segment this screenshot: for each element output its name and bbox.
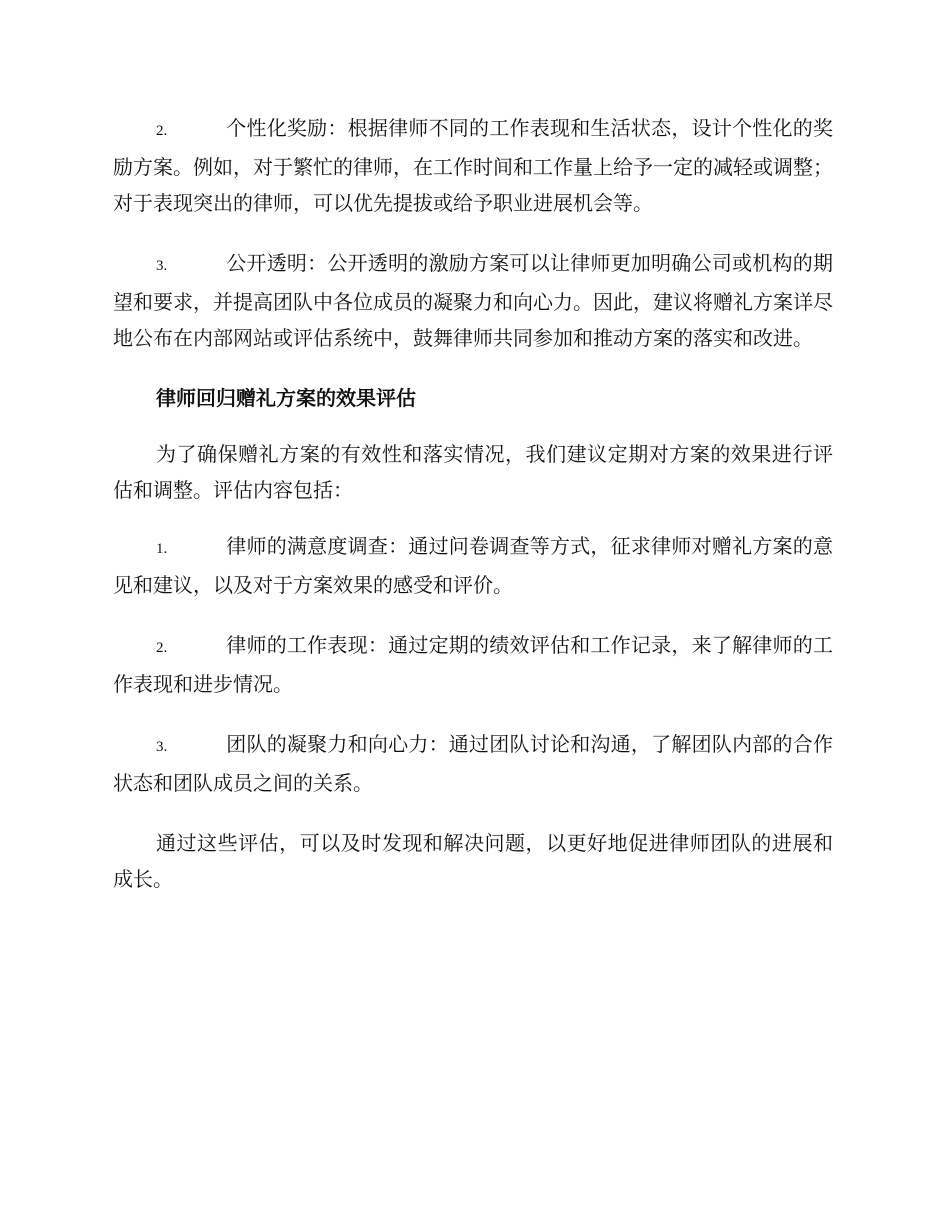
- list-item-team-cohesion: [113, 726, 833, 801]
- list-item-text: 律师的工作表现：通过定期的绩效评估和工作记录，来了解律师的工作表现和进步情况。: [113, 633, 833, 696]
- list-number: 3.: [156, 258, 168, 274]
- list-number: 2.: [156, 640, 168, 656]
- list-number: 2.: [156, 123, 168, 139]
- list-item-personalized-reward: [113, 110, 833, 221]
- list-item-satisfaction-survey: [113, 528, 833, 603]
- section-heading: 律师回归赠礼方案的效果评估: [156, 386, 416, 410]
- list-number: 1.: [156, 541, 168, 557]
- list-item-text: 律师的满意度调查：通过问卷调查等方式，征求律师对赠礼方案的意见和建议，以及对于方案效果的感受和评价。: [113, 534, 833, 597]
- list-item-work-performance: [113, 627, 833, 702]
- list-number: 3.: [156, 739, 168, 755]
- intro-paragraph: 为了确保赠礼方案的有效性和落实情况，我们建议定期对方案的效果进行评估和调整。评估内容包括：: [113, 442, 833, 502]
- conclusion-paragraph: 通过这些评估，可以及时发现和解决问题，以更好地促进律师团队的进展和成长。: [113, 831, 833, 891]
- list-item-text: 个性化奖励：根据律师不同的工作表现和生活状态，设计个性化的奖励方案。例如，对于繁忙的律师，在工作时间和工作量上给予一定的减轻或调整；对于表现突出的律师，可以优先提拔或给予职业进展机会等。: [113, 116, 833, 215]
- document-body: [113, 110, 833, 917]
- list-item-text: 团队的凝聚力和向心力：通过团队讨论和沟通，了解团队内部的合作状态和团队成员之间的关系。: [113, 732, 833, 795]
- list-item-text: 公开透明：公开透明的激励方案可以让律师更加明确公司或机构的期望和要求，并提高团队中各位成员的凝聚力和向心力。因此，建议将赠礼方案详尽地公布在内部网站或评估系统中，鼓舞律师共同参加和推动方案的落实和改进。: [113, 251, 833, 350]
- list-item-transparency: [113, 245, 833, 356]
